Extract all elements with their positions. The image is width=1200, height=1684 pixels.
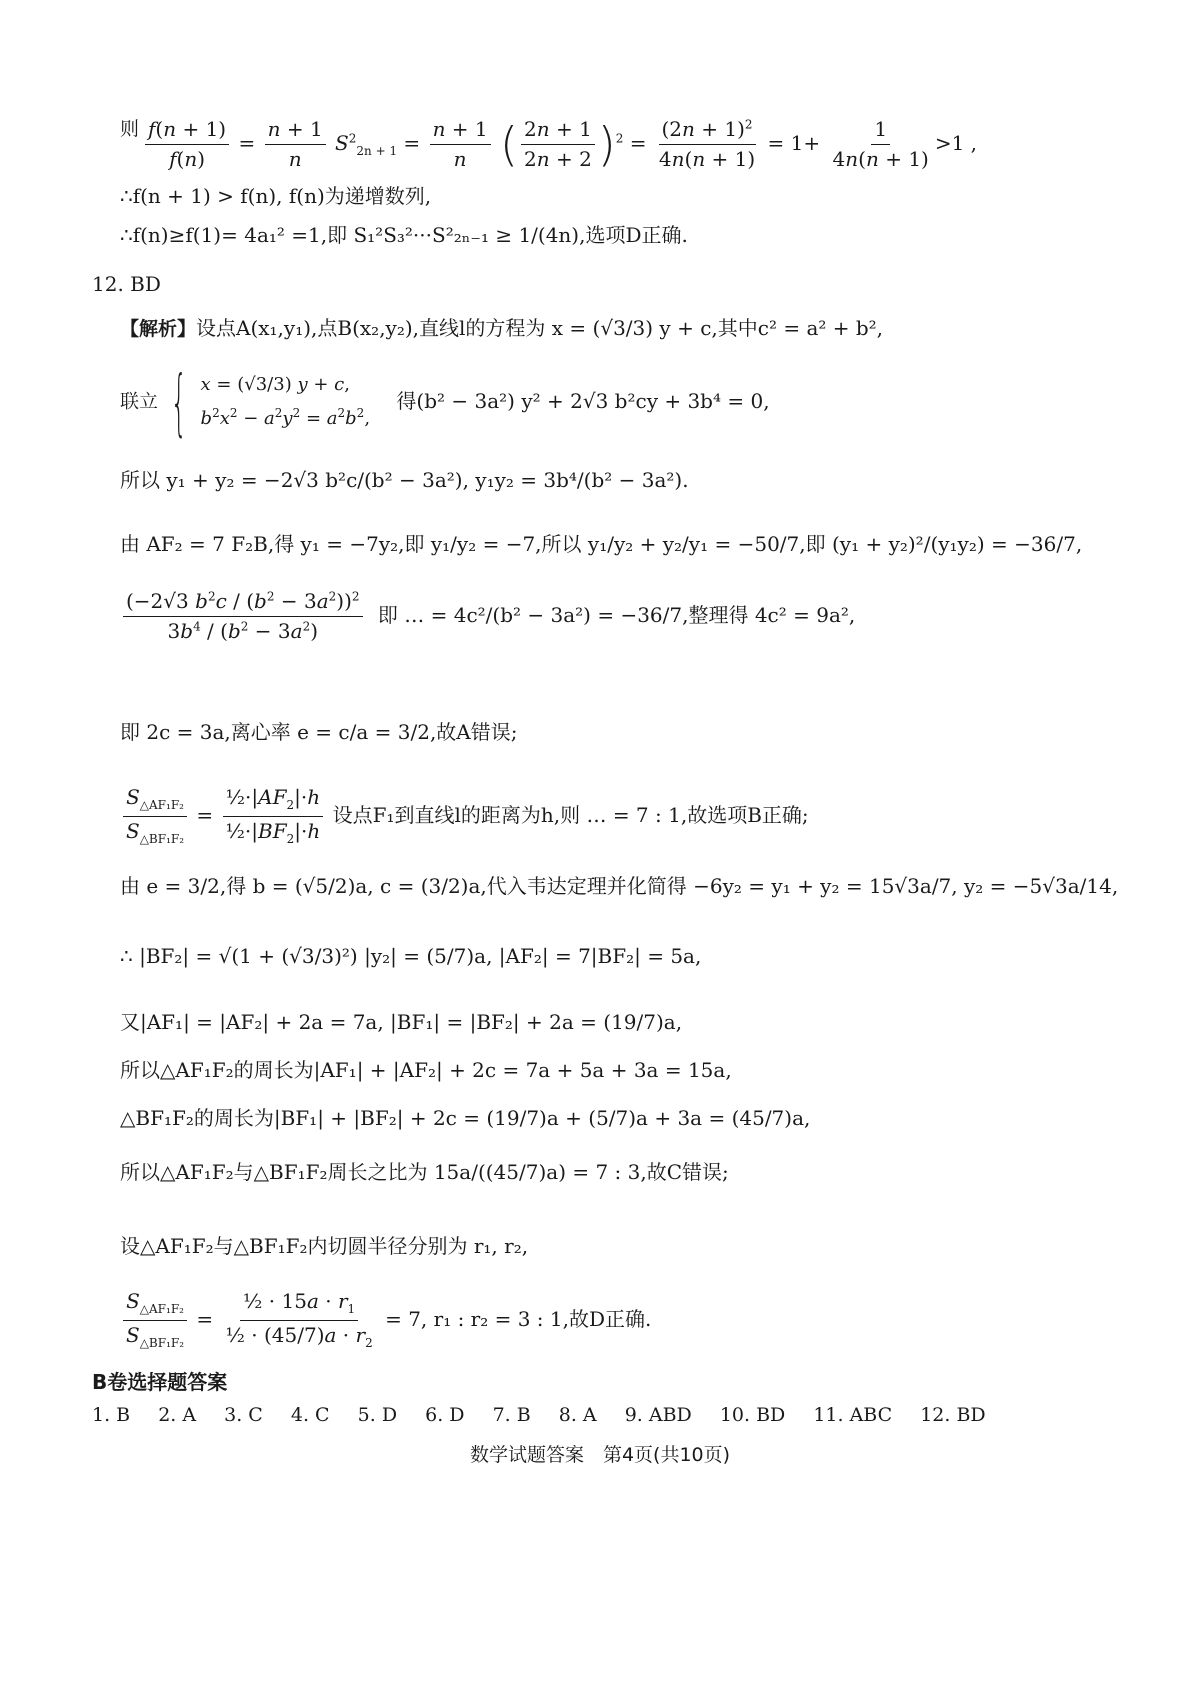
analysis-line-2: 联立 { x = (√3/3) y + c, $b^2x^2 - a^2y^2 = a^2b^2$, 得(b² − 3a²) y² + 2√3 b²cy + 3b⁴ = 0,	[120, 360, 770, 444]
equation-line-2: ∴f(n + 1) > f(n), f(n)为递增数列,	[120, 184, 432, 208]
analysis-line-4: 由 AF₂ = 7 F₂B,得 y₁ = −7y₂,即 y₁/y₂ = −7,所以 y₁/y₂ + y₂/y₁ = −50/7,即 (y₁ + y₂)²/(y₁y₂) = −36/7,	[120, 532, 1083, 556]
analysis-line-14: 设△AF₁F₂与△BF₁F₂内切圆半径分别为 r₁, r₂,	[120, 1234, 529, 1258]
answer-item: 5. D	[357, 1404, 398, 1426]
analysis-line-15: $\frac{S_{\triangle AF_1F_2}}{S_{\triangle BF_1F_2}}$ = $\frac{\frac{1}{2} \cdot 15a \cdot r_1}{\frac{1}{2} \cdot (45/7)a \cdot r_2}$ = 7, r₁ : r₂ = 3 : 1,故D正确.	[120, 1290, 651, 1351]
analysis-line-13: 所以△AF₁F₂与△BF₁F₂周长之比为 15a/((45/7)a) = 7 : 3,故C错误;	[120, 1160, 729, 1184]
analysis-line-8: 由 e = 3/2,得 b = (√5/2)a, c = (3/2)a,代入韦达定理并化简得 −6y₂ = y₁ + y₂ = 15√3a/7, y₂ = −5√3a/14,	[120, 874, 1119, 898]
analysis-line-6: 即 2c = 3a,离心率 e = c/a = 3/2,故A错误;	[120, 720, 518, 744]
analysis-tag: 【解析】	[120, 318, 197, 340]
analysis-line-1: 【解析】设点A(x₁,y₁),点B(x₂,y₂),直线l的方程为 x = (√3/3) y + c,其中c² = a² + b²,	[120, 316, 884, 340]
answer-item: 6. D	[425, 1404, 465, 1426]
analysis-line-11: 所以△AF₁F₂的周长为|AF₁| + |AF₂| + 2c = 7a + 5a + 3a = 15a,	[120, 1058, 732, 1082]
question-12-label: 12. BD	[92, 272, 161, 296]
analysis-line-7: $\frac{S_{\triangle AF_1F_2}}{S_{\triangle BF_1F_2}}$ = $\frac{\frac{1}{2}\cdot|AF_2|\cdot h}{\frac{1}{2}\cdot|BF_2|\cdot h}$ 设点F₁到直线l的距离为h,则 … = 7 : 1,故选项B正确;	[120, 786, 809, 847]
equation-line-3: ∴f(n)≥f(1)= 4a₁² =1,即 S₁²S₃²···S²₂ₙ₋₁ ≥ 1/(4n),选项D正确.	[120, 223, 688, 247]
answer-item: 11. ABC	[813, 1404, 893, 1426]
analysis-line-12: △BF₁F₂的周长为|BF₁| + |BF₂| + 2c = (19/7)a + (5/7)a + 3a = (45/7)a,	[120, 1106, 811, 1130]
answer-item: 8. A	[558, 1404, 597, 1426]
equation-line-1-body: $\frac{f(n + 1)}{f(n)}$ = $\frac{n + 1}{n}$ $S^2_{2n + 1}$ = $\frac{n + 1}{n}$ ( $\frac{2n + 1}{2n + 2}$ )$^2$ = $\frac{(2n + 1)^2}{4n(n + 1)}$ = 1+ $\frac{1}{4n(n + 1)}$ >1 ,	[145, 118, 977, 171]
section-b-answers	[92, 1406, 1008, 1425]
analysis-line-10: 又|AF₁| = |AF₂| + 2a = 7a, |BF₁| = |BF₂| + 2a = (19/7)a,	[120, 1010, 683, 1034]
answer-item: 12. BD	[920, 1404, 986, 1426]
answer-item: 4. C	[290, 1404, 330, 1426]
answer-item: 3. C	[224, 1404, 263, 1426]
equation-line-1	[120, 118, 139, 139]
page-footer: 数学试题答案 第4页(共10页)	[469, 1444, 731, 1466]
answer-item: 9. ABD	[624, 1404, 692, 1426]
then-label: 则	[120, 118, 140, 140]
answer-item: 1. B	[92, 1404, 131, 1426]
analysis-line-5: $\frac{(-2√3 b^2c / (b^2 - 3a^2))^2}{3b^4 / (b^2 - 3a^2)}$ 即 … = 4c²/(b² − 3a²) = −36/7,整理得 4c² = 9a²,	[120, 590, 855, 643]
analysis-line-9: ∴ |BF₂| = √(1 + (√3/3)²) |y₂| = (5/7)a, |AF₂| = 7|BF₂| = 5a,	[120, 944, 702, 968]
answer-item: 7. B	[492, 1404, 531, 1426]
answer-item: 10. BD	[719, 1404, 786, 1426]
analysis-line-3: 所以 y₁ + y₂ = −2√3 b²c/(b² − 3a²), y₁y₂ = 3b⁴/(b² − 3a²).	[120, 468, 689, 492]
answer-item: 2. A	[158, 1404, 197, 1426]
section-b-heading: B卷选择题答案	[92, 1370, 228, 1394]
